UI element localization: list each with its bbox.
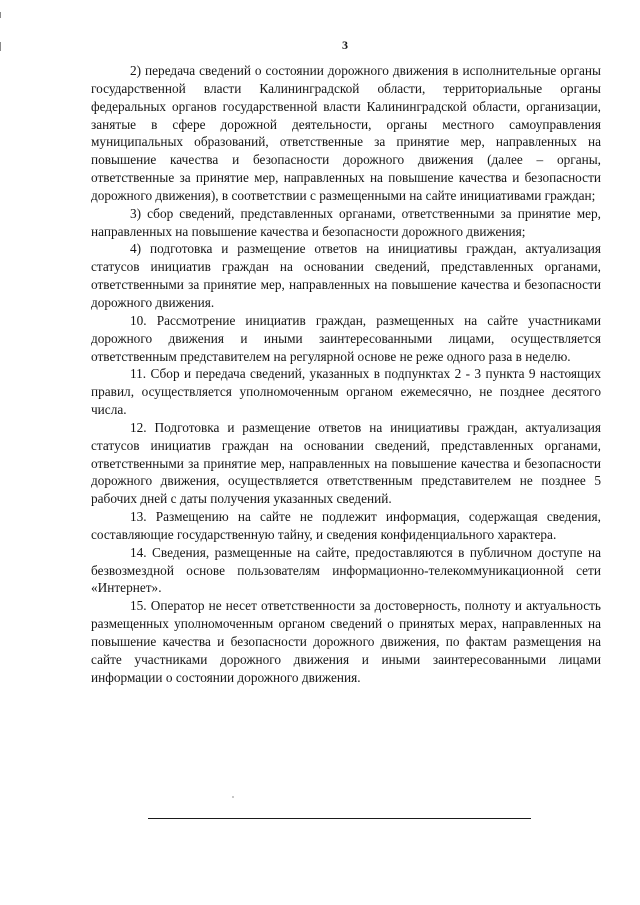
page-number: 3: [342, 38, 348, 52]
paragraph-10: 10. Рассмотрение инициатив граждан, размещенных на сайте участниками дорожного движения и иными заинтересованными лицами, осуществляется ответственным представителем на регулярной основе не реже одного раза в неделю.: [91, 312, 601, 364]
paragraph-15: 15. Оператор не несет ответственности за достоверность, полноту и актуальность размещенных уполномоченным органом сведений о принятых мерах, направленных на повышение качества и безопасности дорожного движения, по фактам размещения на сайте участниками дорожного движения и иными заинтересованными лицами информации о состоянии дорожного движения.: [91, 598, 601, 685]
paragraph-item-4: 4) подготовка и размещение ответов на инициативы граждан, актуализация статусов инициатив граждан на основании сведений, представленных органами, ответственными за принятие мер, направленных на повышение качества и безопасности дорожного движения.: [91, 241, 601, 310]
paragraph-11: 11. Сбор и передача сведений, указанных в подпунктах 2 - 3 пункта 9 настоящих правил, осуществляется уполномоченным органом ежемесячно, не позднее десятого числа.: [91, 366, 601, 418]
margin-scan-mark: [0, 12, 1, 18]
paragraph-12: 12. Подготовка и размещение ответов на инициативы граждан, актуализация статусов инициатив граждан на основании сведений, представленных органами, ответственными за принятие мер, направленных на повышение качества и безопасности дорожного движения, осуществляется ответственным представителем не позднее 5 рабочих дней с даты получения указанных сведений.: [91, 419, 601, 507]
document-body: [91, 62, 601, 687]
scan-speck: [232, 796, 234, 798]
paragraph-13: 13. Размещению на сайте не подлежит информация, содержащая сведения, составляющие государственную тайну, и сведения конфиденциального характера.: [91, 509, 601, 542]
paragraph-item-3: 3) сбор сведений, представленных органами, ответственными за принятие мер, направленных на повышение качества и безопасности дорожного движения;: [91, 205, 601, 239]
footer-rule: [148, 818, 531, 819]
paragraph-item-2: 2) передача сведений о состоянии дорожного движения в исполнительные органы государственной власти Калининградской области, территориальные органы федеральных органов государственной власти Калининградской области, организации, занятые в сфере дорожной деятельности, органы местного самоуправления муниципальных образований, ответственные за принятие мер, направленных на повышение качества и безопасности дорожного движения (далее – органы, ответственные за принятие мер, направленных на повышение качества и безопасности дорожного движения), в соответствии с размещенными на сайте инициативами граждан;: [91, 63, 601, 203]
paragraph-14: 14. Сведения, размещенные на сайте, предоставляются в публичном доступе на безвозмездной основе пользователям информационно-телекоммуникационной сети «Интернет».: [91, 544, 601, 596]
